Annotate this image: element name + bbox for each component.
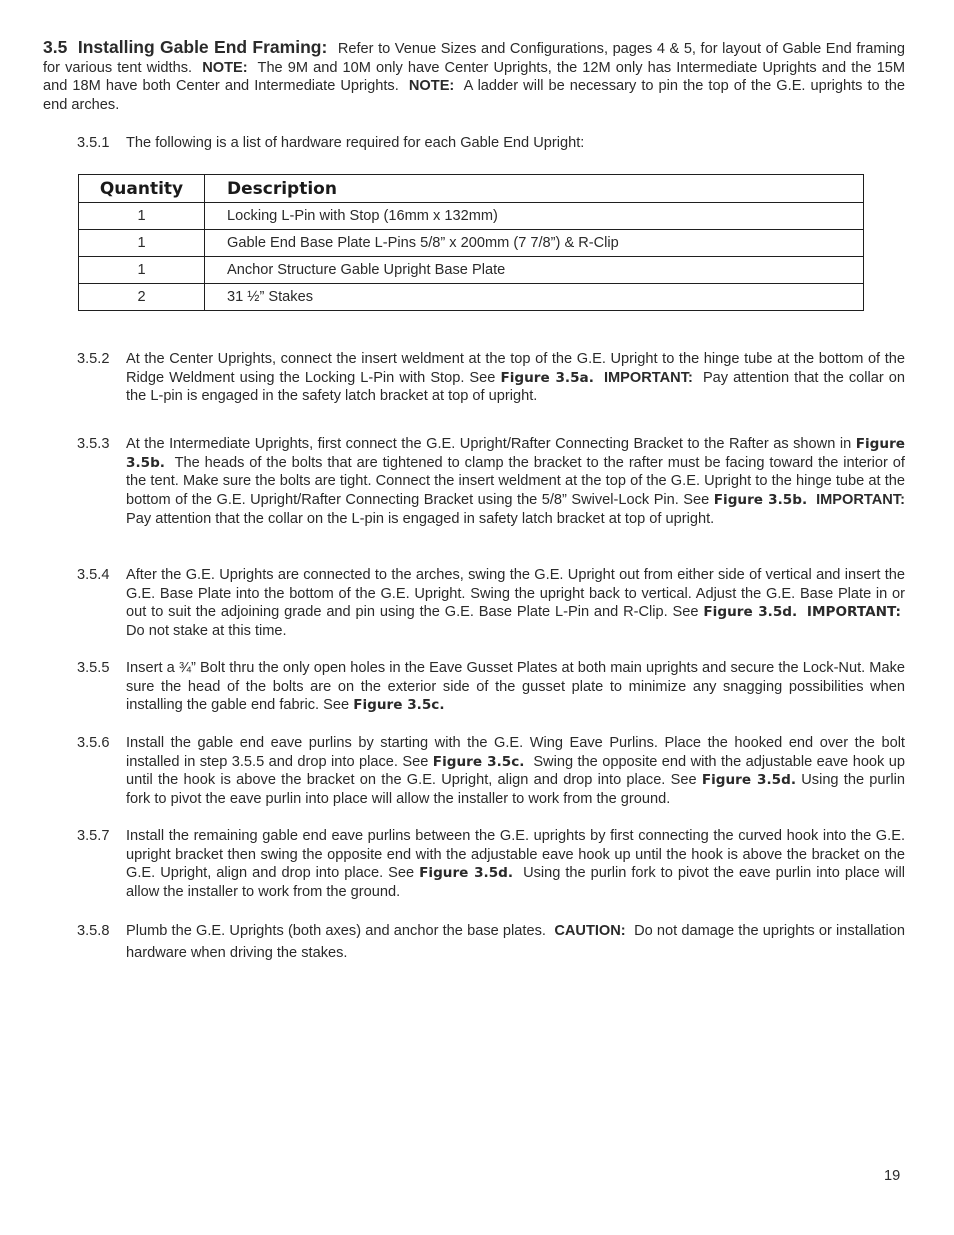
step-3-5-3 [77, 435, 905, 529]
note-label: NOTE: [202, 59, 248, 76]
note-text: The 9M and 10M only have Center Uprights, the 12M only has Intermediate Uprights and the 15M and 18M have both Center and Intermediate Uprights. [43, 59, 905, 95]
step-text-part: Do not damage the uprights or installation hardware when driving the stakes. [126, 923, 906, 961]
step-text-part: Using the purlin fork to pivot the eave purlin into place will allow the installer to work from the ground. [126, 865, 905, 901]
step-text-part: Pay attention that the collar on the L-pin is engaged in safety latch bracket at top of upright. [126, 510, 715, 527]
important-label: IMPORTANT: [603, 369, 693, 386]
step-text-part: Install the remaining gable end eave purlins between the G.E. uprights by first connecting the curved hook into the G.E. upright bracket then swing the opposite end with the adjustable eave hook up until the hook is above the bracket on the G.E. Upright, align and drop into place. See [126, 828, 905, 882]
step-text [126, 350, 905, 406]
table-row [79, 203, 864, 230]
intro-text: Refer to Venue Sizes and Configurations, pages 4 & 5, for layout of Gable End framing for various tent widths. [43, 41, 905, 76]
step-3-5-8 [77, 921, 905, 964]
step-text [126, 566, 905, 641]
step-text [126, 921, 905, 964]
step-number: 3.5.3 [77, 436, 110, 452]
table-header-row [79, 175, 864, 203]
hardware-table [78, 174, 864, 311]
figure-reference: Figure 3.5d. [703, 604, 798, 621]
figure-reference: Figure 3.5c. [353, 697, 445, 714]
note-text: A ladder will be necessary to pin the top of the G.E. uprights to the end arches. [43, 78, 906, 114]
step-text-part: After the G.E. Uprights are connected to the arches, swing the G.E. Upright out from either side of vertical and insert the G.E. Base Plate into the bottom of the G.E. Upright. Swing the upright back to vertical. Adjust the G.E. Base Plate in or out to suit the adjoining grade and pin using the G.E. Base Plate L-Pin and R-Clip. See [126, 567, 905, 621]
quantity-cell: 2 [79, 284, 205, 311]
description-cell: Anchor Structure Gable Upright Base Plate [205, 257, 864, 284]
step-3-5-2 [77, 350, 905, 406]
quantity-cell: 1 [79, 203, 205, 230]
step-number: 3.5.8 [77, 923, 110, 939]
note-label: NOTE: [408, 78, 455, 95]
description-cell: Locking L-Pin with Stop (16mm x 132mm) [205, 203, 864, 230]
figure-reference: Figure 3.5d. [419, 865, 514, 882]
description-cell: 31 ½” Stakes [205, 284, 864, 311]
step-3-5-6 [77, 734, 905, 809]
step-text-part: Swing the opposite end with the adjustable eave hook up until the hook is above the bracket on the G.E. Upright, align and drop into place. See [126, 753, 905, 789]
step-text-part: Pay attention that the collar on the L-pin is engaged in the safety latch bracket at top of upright. [126, 369, 905, 405]
column-header-quantity: Quantity [79, 175, 205, 203]
step-number: 3.5.1 [77, 135, 110, 151]
step-number: 3.5.2 [77, 351, 110, 367]
step-3-5-1 [77, 134, 905, 153]
section-intro [43, 38, 905, 115]
step-3-5-5 [77, 659, 905, 715]
step-text [126, 734, 905, 809]
step-number: 3.5.5 [77, 660, 110, 676]
step-text: The following is a list of hardware required for each Gable End Upright: [126, 135, 585, 151]
important-label: IMPORTANT: [806, 604, 901, 621]
important-label: IMPORTANT: [816, 492, 905, 509]
step-3-5-4 [77, 566, 905, 641]
step-text-part: Install the gable end eave purlins by starting with the G.E. Wing Eave Purlins. Place the hooked end over the bolt installed in step 3.5.5 and drop into place. See [126, 735, 905, 770]
figure-reference: Figure 3.5a. [500, 369, 594, 386]
section-number: 3.5 [43, 37, 68, 57]
step-number: 3.5.7 [77, 828, 110, 844]
figure-reference: Figure 3.5b. [126, 436, 905, 471]
table-row [79, 230, 864, 257]
step-text-part: Do not stake at this time. [126, 623, 287, 640]
table-row [79, 284, 864, 311]
step-text [126, 827, 905, 902]
step-number: 3.5.4 [77, 567, 110, 583]
step-text-part: Plumb the G.E. Uprights (both axes) and anchor the base plates. [126, 923, 546, 939]
step-text-part: Insert a ¾” Bolt thru the only open holes in the Eave Gusset Plates at both main uprights and secure the Lock-Nut. Make sure the head of the bolts are on the exterior side of the gusset plate to minimize any snagging possibilities when installing the gable end fabric. See [126, 660, 905, 714]
step-3-5-7 [77, 827, 905, 902]
page-number: 19 [884, 1168, 901, 1184]
quantity-cell: 1 [79, 230, 205, 257]
figure-reference: Figure 3.5d. [701, 772, 796, 789]
quantity-cell: 1 [79, 257, 205, 284]
step-text-part: Using the purlin fork to pivot the eave purlin into place will allow the installer to work from the ground. [126, 772, 905, 808]
step-number: 3.5.6 [77, 735, 110, 751]
figure-reference: Figure 3.5c. [432, 753, 525, 770]
table-row [79, 257, 864, 284]
column-header-description: Description [205, 175, 864, 203]
description-cell: Gable End Base Plate L-Pins 5/8” x 200mm (7 7/8”) & R-Clip [205, 230, 864, 257]
step-text-part: At the Center Uprights, connect the insert weldment at the top of the G.E. Upright to the hinge tube at the bottom of the Ridge Weldment using the Locking L-Pin with Stop. See [126, 351, 905, 386]
step-text [126, 435, 905, 529]
step-text-part: The heads of the bolts that are tightened to clamp the bracket to the rafter must be facing toward the interior of the tent. Make sure the bolts are tight. Connect the insert weldment at the top of the G.E. Upright to the hinge tube at the bottom of the G.E. Upright/Rafter Connecting Bracket using the 5/8” Swivel-Lock Pin. See [126, 454, 905, 509]
step-text [126, 659, 905, 715]
caution-label: CAUTION: [554, 923, 626, 939]
figure-reference: Figure 3.5b. [713, 492, 808, 509]
step-text-part: At the Intermediate Uprights, first connect the G.E. Upright/Rafter Connecting Bracket to the Rafter as shown in [126, 436, 852, 452]
section-title: Installing Gable End Framing: [77, 37, 328, 57]
